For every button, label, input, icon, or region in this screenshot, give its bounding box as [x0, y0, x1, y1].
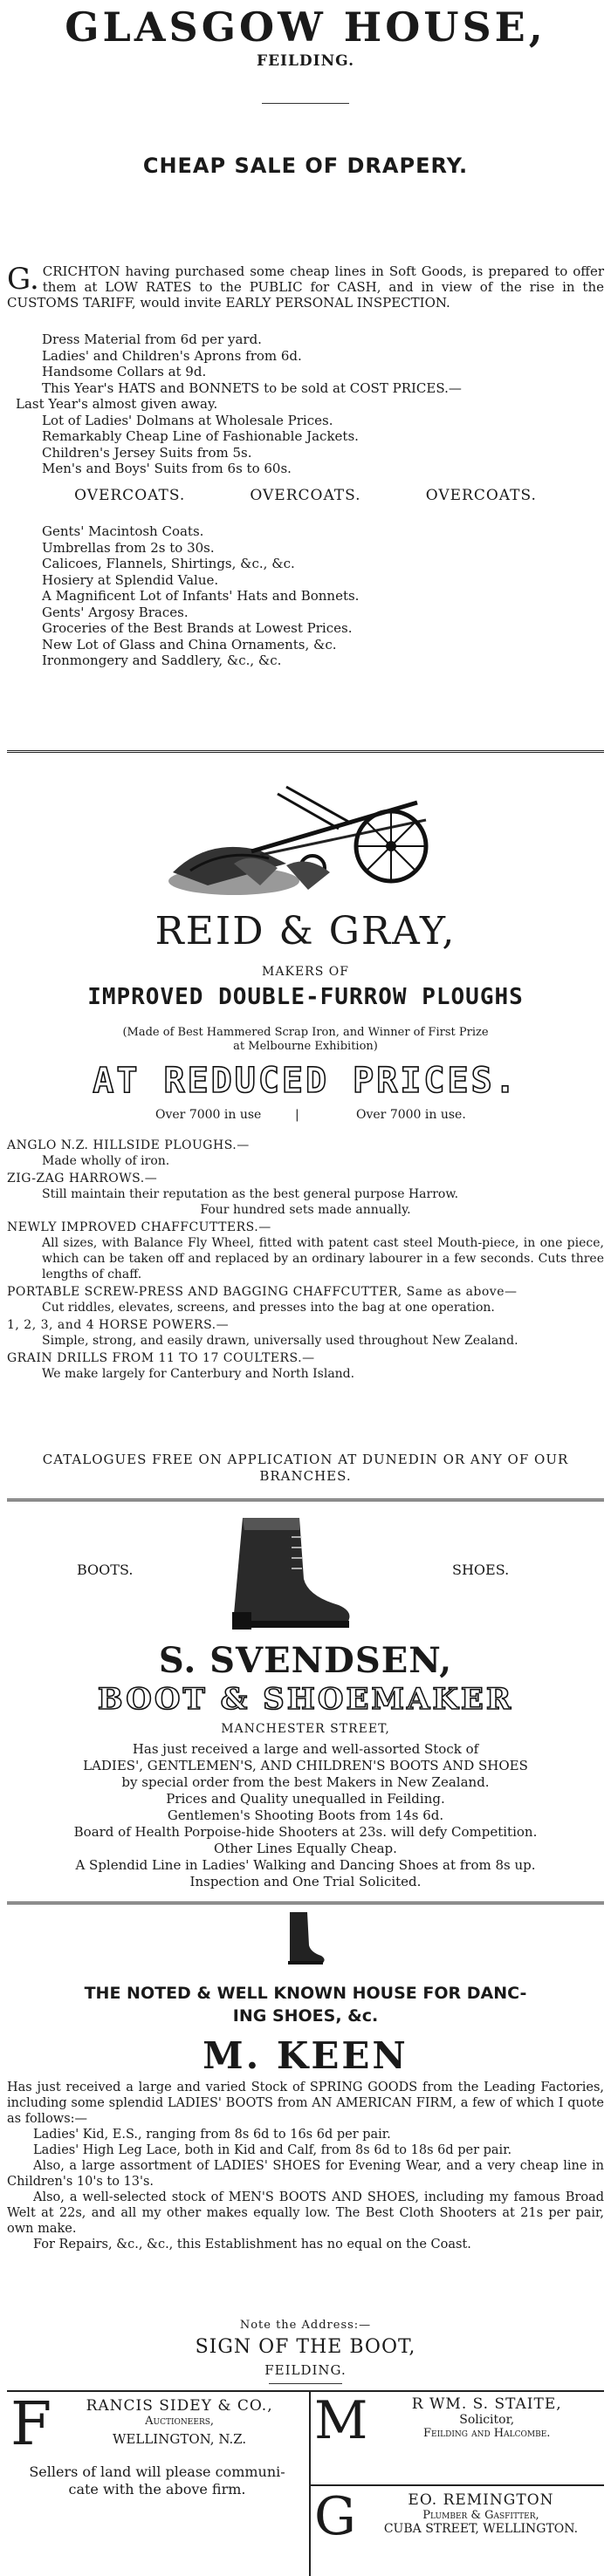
product-detail: All sizes, with Balance Fly Wheel, fitted with patent cast steel Mouth-piece, in one piece, which can be taken off and replaced by an ordinary labourer in a few seconds. Cuts three lengths of chaff. [42, 1236, 604, 1281]
glasgow-items-b [7, 523, 604, 669]
product-heading: GRAIN DRILLS FROM 11 TO 17 COULTERS.— [7, 1351, 315, 1365]
glasgow-headline: CHEAP SALE OF DRAPERY. [142, 154, 469, 178]
staite-place: Feilding and Halcombe. [423, 2427, 551, 2440]
section-divider [7, 750, 604, 753]
list-item: A Magnificent Lot of Infants' Hats and Bonnets. [42, 588, 360, 604]
list-item: Ladies' and Children's Aprons from 6d. [42, 347, 302, 364]
reid-note [7, 1026, 604, 1054]
overcoats-label: OVERCOATS. [74, 487, 186, 504]
newspaper-page [7, 0, 604, 2576]
keen-heading-line: ING SHOES, &c. [232, 2006, 379, 2026]
body-line: Board of Health Porpoise-hide Shooters at 23s. will defy Competition. [73, 1824, 538, 1840]
overcoats-row [7, 487, 604, 504]
column-divider [309, 2390, 311, 2576]
keen-paragraph: Also, a well-selected stock of MEN'S BOOTS AND SHOES, including my famous Broad Welt at 22s, and all my other makes equally low. The Best Cloth Shooters at 21s per pair, own make. [7, 2190, 604, 2236]
product-heading: PORTABLE SCREW-PRESS AND BAGGING CHAFFCUTTER, Same as above— [7, 1285, 518, 1299]
glasgow-header [7, 3, 604, 70]
section-divider [7, 1902, 604, 1904]
svendsen-body [7, 1741, 604, 1890]
product-heading: NEWLY IMPROVED CHAFFCUTTERS.— [7, 1220, 271, 1234]
body-line: Has just received a large and well-assorted Stock of [132, 1741, 479, 1757]
body-line: Prices and Quality unequalled in Feilding. [166, 1791, 445, 1807]
sidey-name: RANCIS SIDEY & CO., [86, 2397, 273, 2415]
body-line: Inspection and One Trial Solicited. [189, 1874, 422, 1889]
keen-paragraph: For Repairs, &c., &c., this Establishment has no equal on the Coast. [33, 2238, 471, 2251]
list-item: Lot of Ladies' Dolmans at Wholesale Prices. [42, 412, 333, 428]
glasgow-title: GLASGOW HOUSE, [65, 3, 546, 51]
staite-card [314, 2390, 602, 2451]
reid-makers: MAKERS OF [262, 965, 349, 979]
remington-card [314, 2486, 602, 2547]
body-line: A Splendid Line in Ladies' Walking and Dancing Shoes at from 8s up. [75, 1857, 536, 1873]
keen-price-line: Ladies' High Leg Lace, both in Kid and Calf, from 8s 6d to 18s 6d per pair. [33, 2143, 512, 2157]
remington-role: Plumber & Gasfitter, [422, 2509, 539, 2522]
body-line: Gentlemen's Shooting Boots from 14s 6d. [167, 1807, 444, 1823]
over-left: Over 7000 in use [155, 1108, 262, 1122]
drop-cap: G. [7, 262, 39, 297]
keen-heading-line: THE NOTED & WELL KNOWN HOUSE FOR DANC- [84, 1984, 527, 2003]
list-item: Men's and Boys' Suits from 6s to 60s. [42, 461, 292, 476]
over-right: Over 7000 in use. [356, 1108, 466, 1122]
shoes-label: SHOES. [452, 1561, 510, 1578]
list-item: Handsome Collars at 9d. [42, 364, 207, 379]
keen-heading [7, 1982, 604, 2027]
keen-sign: SIGN OF THE BOOT, [195, 2336, 416, 2358]
reid-note-line: (Made of Best Hammered Scrap Iron, and Winner of First Prize [122, 1026, 489, 1039]
drop-cap: M [314, 2390, 368, 2451]
reid-title: REID & GRAY, [154, 909, 457, 953]
sidey-place: WELLINGTON, N.Z. [113, 2431, 247, 2447]
keen-body [7, 2080, 604, 2252]
glasgow-items-a [7, 331, 604, 477]
keen-town: FEILDING. [264, 2362, 347, 2378]
svendsen-name: S. SVENDSEN, [158, 1640, 453, 1681]
divider [269, 2383, 342, 2384]
body-line: by special order from the best Makers in New Zealand. [121, 1774, 490, 1790]
keen-intro: Has just received a large and varied Stock of SPRING GOODS from the Leading Factories, including some splendid LADIES' BOOTS from AN AMERICAN FIRM, a few of which I quote as follows:— [7, 2081, 604, 2126]
staite-name: R WM. S. STAITE, [411, 2395, 562, 2413]
product-detail: Cut riddles, elevates, screens, and presses into the bag at one operation. [42, 1301, 495, 1315]
glasgow-town: FEILDING. [257, 52, 354, 70]
small-boot-icon [283, 1910, 326, 1966]
product-heading: ZIG-ZAG HARROWS.— [7, 1172, 158, 1186]
list-item: Gents' Macintosh Coats. [42, 523, 204, 539]
keen-note: Note the Address:— [239, 2319, 372, 2332]
reid-reduced: AT REDUCED PRICES. [93, 1061, 518, 1101]
product-heading: 1, 2, 3, and 4 HORSE POWERS.— [7, 1318, 230, 1332]
drop-cap: F [10, 2390, 52, 2459]
reid-catalogue: CATALOGUES FREE ON APPLICATION AT DUNEDIN OR ANY OF OUR BRANCHES. [42, 1452, 569, 1484]
sidey-sellers-line: Sellers of land will please communi- [29, 2463, 285, 2480]
sidey-sellers-line: cate with the above firm. [68, 2481, 246, 2497]
remington-name: EO. REMINGTON [408, 2491, 554, 2509]
staite-role: Solicitor, [459, 2413, 515, 2427]
sidey-role: Auctioneers, [145, 2415, 215, 2428]
svendsen-street: MANCHESTER STREET, [221, 1722, 390, 1736]
sidey-sellers [10, 2463, 304, 2498]
product-detail: Four hundred sets made annually. [200, 1203, 411, 1217]
section-divider [7, 1499, 604, 1501]
list-item: Gents' Argosy Braces. [42, 604, 189, 620]
list-item: Ironmongery and Saddlery, &c., &c. [42, 653, 282, 668]
product-detail: Made wholly of iron. [42, 1154, 170, 1168]
glasgow-intro [7, 263, 604, 311]
list-item: Groceries of the Best Brands at Lowest Prices. [42, 620, 353, 636]
list-item: Remarkably Cheap Line of Fashionable Jackets. [42, 428, 359, 444]
list-item: Calicoes, Flannels, Shirtings, &c., &c. [42, 556, 295, 571]
glasgow-intro-text: CRICHTON having purchased some cheap lines in Soft Goods, is prepared to offer them at LOW RATES to the PUBLIC for CASH, and in view of the rise in the CUSTOMS TARIFF, would invite EARLY PERSONAL INSPECTION. [7, 263, 604, 311]
bracket: | [295, 1108, 299, 1122]
keen-price-line: Ladies' Kid, E.S., ranging from 8s 6d to 16s 6d per pair. [33, 2128, 391, 2142]
list-item: Dress Material from 6d per yard. [42, 331, 262, 347]
body-line: LADIES', GENTLEMEN'S, AND CHILDREN'S BOOTS AND SHOES [83, 1758, 528, 1773]
reid-product: IMPROVED DOUBLE-FURROW PLOUGHS [87, 984, 524, 1010]
list-item: This Year's HATS and BONNETS to be sold at COST PRICES.— [42, 379, 462, 396]
body-line: Other Lines Equally Cheap. [214, 1841, 397, 1856]
list-item: Children's Jersey Suits from 5s. [42, 444, 252, 461]
remington-place: CUBA STREET, WELLINGTON. [383, 2522, 579, 2536]
section-divider [7, 2390, 604, 2392]
reid-note-line: at Melbourne Exhibition) [233, 1040, 378, 1053]
keen-paragraph: Also, a large assortment of LADIES' SHOES for Evening Wear, and a very cheap line in Children's 10's to 13's. [7, 2159, 604, 2189]
overcoats-label: OVERCOATS. [425, 487, 537, 504]
overcoats-label: OVERCOATS. [250, 487, 361, 504]
list-item: New Lot of Glass and China Ornaments, &c. [42, 636, 337, 653]
list-item: Last Year's almost given away. [16, 396, 218, 412]
plough-illustration [155, 768, 461, 907]
product-heading: ANGLO N.Z. HILLSIDE PLOUGHS.— [7, 1138, 250, 1152]
svendsen-trade: BOOT & SHOEMAKER [97, 1682, 514, 1717]
product-detail: We make largely for Canterbury and North Island. [42, 1367, 355, 1381]
sidey-card [10, 2390, 304, 2498]
boot-illustration [216, 1509, 356, 1640]
product-detail: Simple, strong, and easily drawn, universally used throughout New Zealand. [42, 1334, 518, 1348]
divider [262, 103, 349, 104]
list-item: Hosiery at Splendid Value. [42, 571, 219, 588]
list-item: Umbrellas from 2s to 30s. [42, 539, 215, 556]
reid-product-list [7, 1136, 604, 1382]
drop-cap: G [314, 2486, 356, 2547]
boots-label: BOOTS. [77, 1561, 134, 1578]
keen-name: M. KEEN [203, 2034, 408, 2077]
product-detail: Still maintain their reputation as the best general purpose Harrow. [42, 1187, 459, 1201]
